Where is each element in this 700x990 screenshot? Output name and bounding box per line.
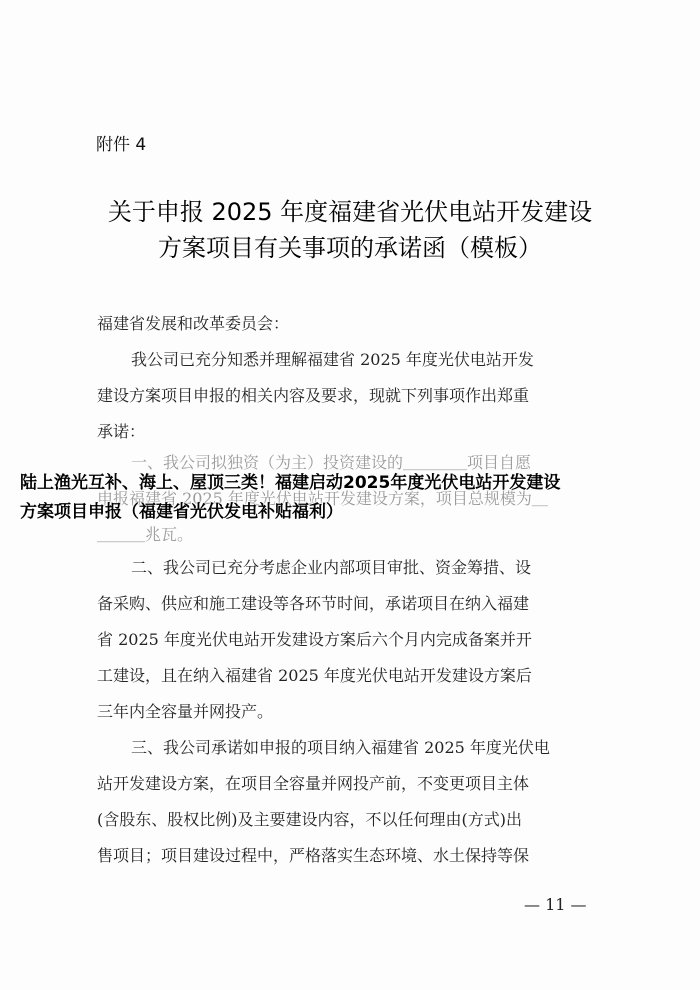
item1-line: ＿＿＿兆瓦。 — [97, 525, 194, 544]
overlay-headline-line-2: 方案项目申报（福建省光伏发电补贴福利） — [20, 502, 343, 522]
attachment-label: 附件 4 — [96, 135, 147, 155]
salutation: 福建省发展和改革委员会： — [97, 314, 290, 333]
item2-line: 二、我公司已充分考虑企业内部项目审批、资金筹措、设 — [131, 558, 532, 577]
intro-line: 建设方案项目申报的相关内容及要求，现就下列事项作出郑重 — [97, 386, 530, 405]
item3-line: (含股东、股权比例)及主要建设内容，不以任何理由(方式)出 — [97, 810, 522, 829]
item2-line: 备采购、供应和施工建设等各环节时间，承诺项目在纳入福建 — [97, 594, 530, 613]
item1-line: 申报福建省 2025 年度光伏电站开发建设方案，项目总规模为＿ — [97, 489, 548, 508]
item3-line: 三、我公司承诺如申报的项目纳入福建省 2025 年度光伏电 — [131, 738, 550, 757]
page-number: — 11 — — [524, 895, 587, 914]
overlay-headline-line-1: 陆上渔光互补、海上、屋顶三类！福建启动2025年度光伏电站开发建设 — [20, 473, 561, 493]
item2-line: 三年内全容量并网投产。 — [97, 702, 274, 721]
item3-line: 售项目；项目建设过程中，严格落实生态环境、水土保持等保 — [97, 846, 530, 865]
intro-line: 承诺： — [97, 422, 146, 441]
title-line-1: 关于申报 2025 年度福建省光伏电站开发建设 — [107, 198, 593, 226]
item1-line: 一、我公司拟独资（为主）投资建设的＿＿＿＿项目自愿 — [131, 453, 532, 472]
title-line-2: 方案项目有关事项的承诺函（模板） — [158, 234, 542, 262]
intro-line: 我公司已充分知悉并理解福建省 2025 年度光伏电站开发 — [131, 350, 534, 369]
item2-line: 省 2025 年度光伏电站开发建设方案后六个月内完成备案并开 — [97, 630, 532, 649]
item3-line: 站开发建设方案，在项目全容量并网投产前，不变更项目主体 — [97, 774, 530, 793]
item2-line: 工建设，且在纳入福建省 2025 年度光伏电站开发建设方案后 — [97, 666, 532, 685]
